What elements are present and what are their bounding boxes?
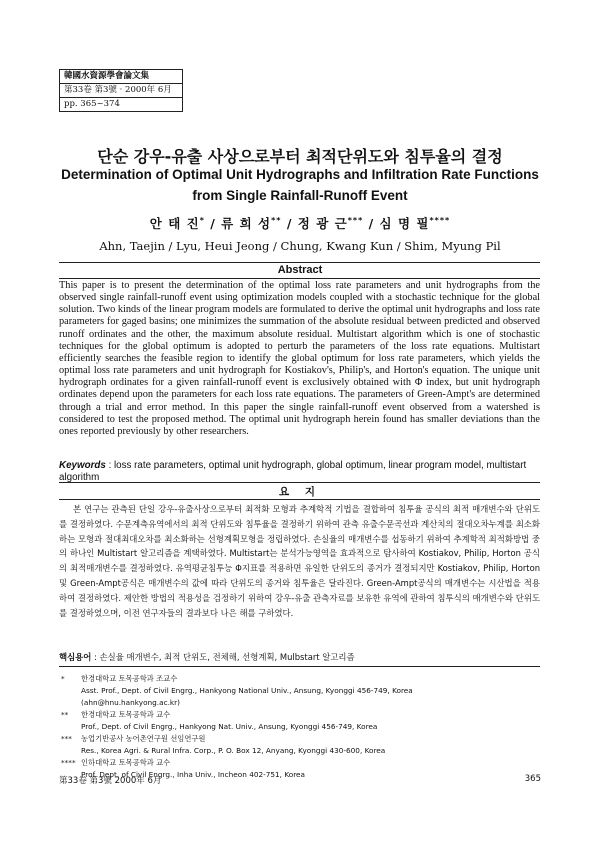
paper-title-english-line1: Determination of Optimal Unit Hydrographs and Infiltration Rate Functions [61,167,539,182]
paper-title-korean: 단순 강우-유출 사상으로부터 최적단위도와 침투율의 결정 [97,147,503,166]
footnote-line: (ahn@hnu.hankyong.ac.kr) [81,698,180,707]
journal-pages: pp. 365~374 [64,99,120,109]
journal-info-box [59,69,183,112]
footnote-line: Asst. Prof., Dept. of Civil Engrg., Hankyong National Univ., Ansung, Kyonggi 456-749, Korea [81,686,413,695]
author-name: 류 희 성 [221,216,272,231]
footnote-mark: * [61,674,65,683]
footnote-mark: ** [61,710,69,719]
footnote [59,673,540,709]
footnote-line: 한경대학교 토목공학과 교수 [81,710,171,719]
page-number: 365 [524,774,541,784]
paper-title-english-line2: from Single Rainfall-Runoff Event [192,188,408,203]
summary-heading: 요 지 [279,486,321,498]
footnote [59,733,540,757]
footnote-line: 인하대학교 토목공학과 교수 [81,758,171,767]
author-name: 심 명 필 [379,216,430,231]
abstract-body: This paper is to present the determination of the optimal loss rate parameters and unit hydrographs from the observed single rainfall-runoff event using optimization models coupled with a stochastic technique for the global solution. Two kinds of the linear program models are formulated to derive the optimal unit hydrographs and loss rate parameters for gaged basins; one minimizes the summation of the absolute residual between predicted and observed runoff ordinates and the other, the maximum absolute residual. Multistart algorithm which is one of stochastic techniques for the global optimum is adopted to perturb the parameters of the loss rate equations. Multistart efficiently searches the feasible region to identify the global optimum for loss rate parameters, which yields the optimal loss rate parameters and unit hydrograph for Kostiakov's, Philip's, and Horton's equation. The unique unit hydrograph ordinates for a given rainfall-runoff event is exclusively obtained with Φ index, but unit hydrograph ordinates depend upon the parameters for each loss rate equations. The parameters of Green-Ampt's are determined through a trial and error method. In this paper the single rainfall-runoff event observed from a watershed is considered to test the proposed method. The optimal unit hydrograph herein found has smaller deviations than the ones reported previously by other researchers. [59,280,540,437]
author-footnotes [59,673,540,781]
author-name: 안 태 진 [149,216,200,231]
paper-title-english [0,164,600,206]
keywords-label-ko: 핵심용어 [59,652,92,662]
footnote-mark: **** [61,758,76,767]
author-separator: / [363,216,380,231]
footer-journal-issue: 第33卷 第3號 2000年 6月 [59,776,162,786]
summary-keywords [59,651,540,663]
keywords-list-ko: : 손실율 매개변수, 최적 단위도, 전체해, 선형계획, Mulbstart 알고리즘 [94,652,355,662]
summary-heading-rule [59,499,540,500]
author-mark: *** [347,215,364,225]
abstract-keywords [59,460,540,484]
author-mark: **** [429,215,451,225]
abstract-top-rule [59,262,540,263]
footnote-line: Res., Korea Agri. & Rural Infra. Corp., P. O. Box 12, Anyang, Kyonggi 430-600, Korea [81,746,386,755]
author-mark: ** [271,215,282,225]
authors-english: Ahn, Taejin / Lyu, Heui Jeong / Chung, Kwang Kun / Shim, Myung Pil [99,239,501,253]
summary-top-rule [59,482,540,483]
abstract-heading-rule [59,278,540,279]
footnote-mark: *** [61,734,72,743]
author-separator: / [204,216,222,231]
author-separator: / [281,216,298,231]
journal-name: 韓國水資源學會論文集 [60,70,182,84]
footnote-line: Prof., Dept. of Civil Engrg., Hankyong Nat. Univ., Ansung, Kyonggi 456-749, Korea [81,722,378,731]
journal-volume: 第33卷 第3號 · 2000年 6月 [60,84,182,98]
footnote-line: 한경대학교 토목공학과 조교수 [81,674,178,683]
author-name: 정 광 근 [297,216,348,231]
author-mark: * [199,215,205,225]
footnote [59,709,540,733]
keywords-label: Keywords [59,460,106,471]
abstract-heading: Abstract [277,264,323,276]
summary-bottom-rule [59,666,540,667]
footnote-line: 농업기반공사 농어촌연구원 선임연구원 [81,734,206,743]
summary-text: 본 연구는 관측된 단일 강우-유출사상으로부터 최적화 모형과 추계학적 기법을 결합하여 침투율 공식의 최적 매개변수와 단위도를 결정하였다. 수문계측유역에서의 최적 단위도와 침투율을 결정하기 위하여 관측 유출수문곡선과 계산치의 절대오차누계를 최소화하는 모형과 절대최대오차를 최소화하는 선형계획모형을 정립하였다. 손실율의 매개변수를 섭동하기 위하여 추계학적 최적화방법 중의 하나인 Multistart 알고리즘을 계택하였다. Multistart는 분석가능영역을 효과적으로 탐사하여 Kostiakov, Philip, Horton 공식의 최적매개변수를 결정하였다. 유역평균침투능 Φ지표를 적용하면 유일한 단위도의 종거가 결정되지만 Kostiakov, Philip, Horton 및 Green-Ampt공식은 매개변수의 값에 따라 단위도의 종거와 침투율은 달라진다. Green-Ampt공식의 매개변수는 시산법을 적용하여 결정하였다. 제안한 방법의 적용성을 검정하기 위하여 강우-유출 관측자료를 보유한 유역에 관하여 침투식의 매개변수와 단위도를 결정하였으며, 이전 연구자들의 결과보다 나은 해를 구하였다. [59,504,540,618]
footnote-line: Prof. Dept. of Civil Engrg., Inha Univ., Incheon 402-751, Korea [81,770,306,779]
keywords-list: : loss rate parameters, optimal unit hydrograph, global optimum, linear program model, multistart algorithm [59,460,527,483]
summary-body [59,502,540,620]
authors-korean [0,214,600,232]
